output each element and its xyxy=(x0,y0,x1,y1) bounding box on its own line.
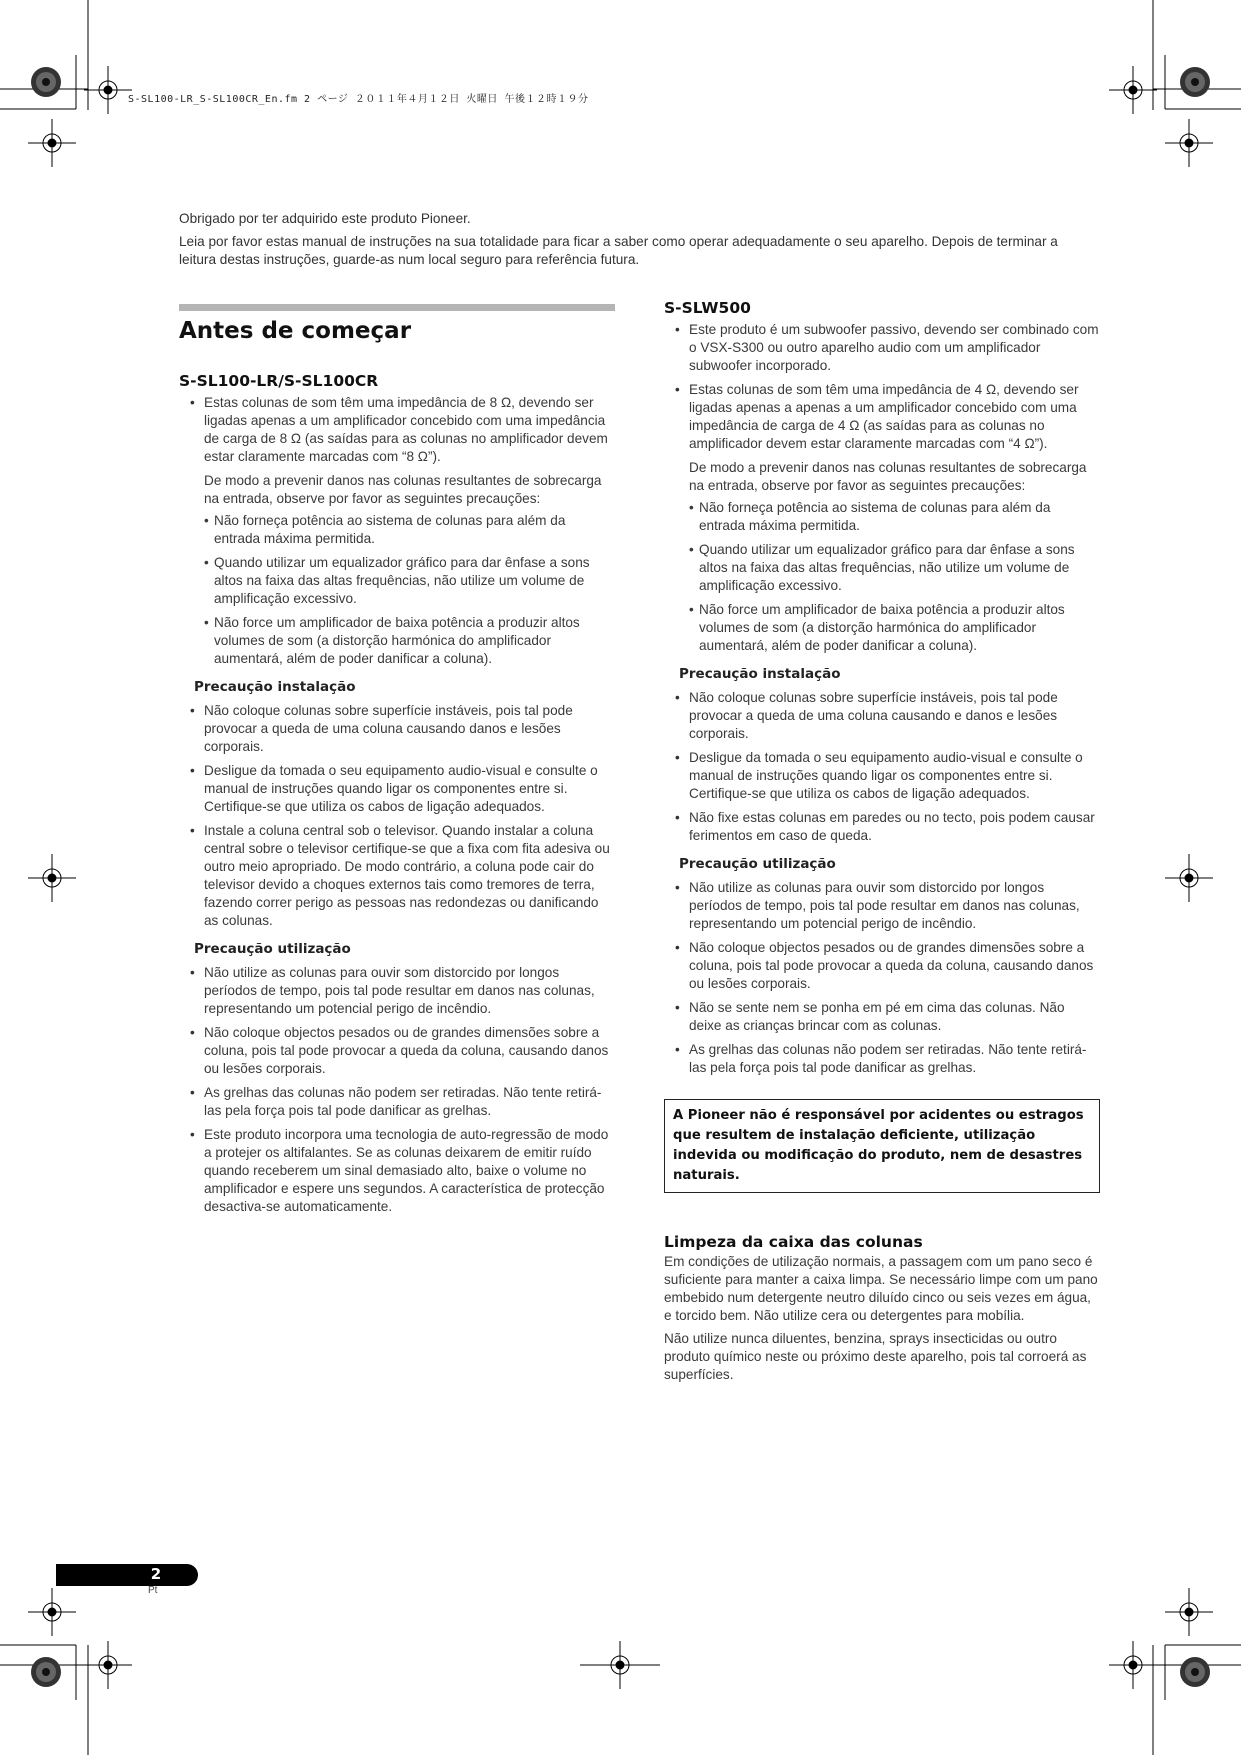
list-item: • Não utilize as colunas para ouvir som distorcido por longos períodos de tempo, pois tal pode resultar em danos nas colunas, representando um potencial perigo de incêndio. xyxy=(179,964,615,1018)
page-number: 2 xyxy=(150,1565,162,1583)
sub-list-item: • Não forneça potência ao sistema de colunas para além da entrada máxima permitida. xyxy=(689,499,1100,535)
list-item: • Não utilize as colunas para ouvir som distorcido por longos períodos de tempo, pois tal pode resultar em danos nas colunas, representando um potencial perigo de incêndio. xyxy=(664,879,1100,933)
sub-list-item: • Não force um amplificador de baixa potência a produzir altos volumes de som (a distorção harmónica do amplificador aumentará, além de poder danificar a coluna). xyxy=(204,614,615,668)
precaution-sublist xyxy=(204,512,615,668)
subwoofer-list xyxy=(664,321,1100,655)
list-item: • Instale a coluna central sob o televisor. Quando instalar a coluna central sobre o televisor certifique-se que a fixa com fita adesiva ou outro meio apropriado. De modo contrário, a coluna pode cair do televisor devido a choques externos tais como tremores de terra, fazendo correr perigo as pessoas nas redondezas ou danificando as colunas. xyxy=(179,822,615,930)
right-column xyxy=(664,298,1100,1389)
left-column xyxy=(179,304,615,1222)
sub-list-item: • Não force um amplificador de baixa potência a produzir altos volumes de som (a distorção harmónica do amplificador aumentará, além de poder danificar a coluna). xyxy=(689,601,1100,655)
model-heading: S-SLW500 xyxy=(664,299,751,317)
sub-list-item: • Não forneça potência ao sistema de colunas para além da entrada máxima permitida. xyxy=(204,512,615,548)
cleaning-heading: Limpeza da caixa das colunas xyxy=(664,1233,923,1251)
sub-list-item: • Quando utilizar um equalizador gráfico para dar ênfase a sons altos na faixa das altas frequências, não utilize um volume de amplificação excessivo. xyxy=(689,541,1100,595)
sub-list-item: • Quando utilizar um equalizador gráfico para dar ênfase a sons altos na faixa das altas frequências, não utilize um volume de amplificação excessivo. xyxy=(204,554,615,608)
impedance-text: Estas colunas de som têm uma impedância de 4 Ω, devendo ser ligadas apenas a apenas a um amplificador concebido com uma impedância de carga de 4 Ω (as saídas para as colunas no amplificador devem estar claramente marcadas com “4 Ω”). xyxy=(689,382,1079,451)
list-item: • Não coloque objectos pesados ou de grandes dimensões sobre a coluna, pois tal pode provocar a queda da coluna, causando danos ou lesões corporais. xyxy=(179,1024,615,1078)
list-item: • As grelhas das colunas não podem ser retiradas. Não tente retirá-las pela força pois tal pode danificar as grelhas. xyxy=(179,1084,615,1120)
cleaning-paragraph: Não utilize nunca diluentes, benzina, sprays insecticidas ou outro produto químico neste ou próximo deste aparelho, pois tal corroerá as superfícies. xyxy=(664,1331,1087,1382)
precaution-intro: De modo a prevenir danos nas colunas resultantes de sobrecarga na entrada, observe por favor as seguintes precauções: xyxy=(204,473,602,506)
list-item: • Não coloque colunas sobre superfície instáveis, pois tal pode provocar a queda de uma coluna causando danos e lesões corporais. xyxy=(179,702,615,756)
list-item: • Não coloque colunas sobre superfície instáveis, pois tal pode provocar a queda de uma coluna causando e danos e lesões corporais. xyxy=(664,689,1100,743)
section-rule xyxy=(179,304,615,311)
list-item: • Este produto incorpora uma tecnologia de auto-regressão de modo a protejer os altifalantes. Se as colunas deixarem de emitir ruído quando receberem um sinal demasiado alto, baixe o volume no amplificador e espere uns segundos. A característica de protecção desactiva-se automaticamente. xyxy=(179,1126,615,1216)
page-tab xyxy=(56,1564,198,1586)
model-heading: S-SL100-LR/S-SL100CR xyxy=(179,372,379,390)
intro-read-manual: Leia por favor estas manual de instruções na sua totalidade para ficar a saber como operar adequadamente o seu aparelho. Depois de terminar a leitura destas instruções, guarde-as num local seguro para referência futura. xyxy=(179,234,1058,267)
list-item: • As grelhas das colunas não podem ser retiradas. Não tente retirá-las pela força pois tal pode danificar as grelhas. xyxy=(664,1041,1100,1077)
install-list xyxy=(179,702,615,930)
cleaning-text xyxy=(664,1253,1100,1384)
list-item: • Não se sente nem se ponha em pé em cima das colunas. Não deixe as crianças brincar com as colunas. xyxy=(664,999,1100,1035)
list-item: • Não fixe estas colunas em paredes ou no tecto, pois podem causar ferimentos em caso de queda. xyxy=(664,809,1100,845)
file-slug: S-SL100-LR_S-SL100CR_En.fm 2 ページ ２０１１年４月１２日 火曜日 午後１２時１９分 xyxy=(128,94,589,105)
list-item: • Não coloque objectos pesados ou de grandes dimensões sobre a coluna, pois tal pode provocar a queda da coluna, causando danos ou lesões corporais. xyxy=(664,939,1100,993)
use-list xyxy=(664,879,1100,1077)
install-heading: Precaução instalação xyxy=(194,679,356,695)
use-heading: Precaução utilização xyxy=(679,856,836,872)
use-heading: Precaução utilização xyxy=(194,941,351,957)
install-list xyxy=(664,689,1100,845)
list-item: • Este produto é um subwoofer passivo, devendo ser combinado com o VSX-S300 ou outro aparelho audio com um amplificador subwoofer incorporado. xyxy=(664,321,1100,375)
cleaning-paragraph: Em condições de utilização normais, a passagem com um pano seco é suficiente para manter a caixa limpa. Se necessário limpe com um pano embebido num detergente neutro diluído cinco ou seis vezes em água, e torcido bem. Não utilize cera ou detergentes para mobília. xyxy=(664,1254,1098,1323)
list-item xyxy=(179,394,615,668)
impedance-text: Estas colunas de som têm uma impedância de 8 Ω, devendo ser ligadas apenas a um amplificador concebido com uma impedância de carga de 8 Ω (as saídas para as colunas no amplificador devem estar claramente marcadas com “8 Ω”). xyxy=(204,395,608,464)
precaution-sublist xyxy=(689,499,1100,655)
section-title: Antes de começar xyxy=(179,318,412,344)
precaution-intro: De modo a prevenir danos nas colunas resultantes de sobrecarga na entrada, observe por favor as seguintes precauções: xyxy=(689,460,1087,493)
intro xyxy=(179,210,1079,274)
install-heading: Precaução instalação xyxy=(679,666,841,682)
page-language: Pt xyxy=(148,1585,158,1596)
intro-thanks: Obrigado por ter adquirido este produto Pioneer. xyxy=(179,211,471,226)
list-item xyxy=(664,381,1100,655)
list-item: • Desligue da tomada o seu equipamento audio-visual e consulte o manual de instruções quando ligar os componentes entre si. Certifique-se que utiliza os cabos de ligação adequados. xyxy=(179,762,615,816)
list-item: • Desligue da tomada o seu equipamento audio-visual e consulte o manual de instruções quando ligar os componentes entre si. Certifique-se que utiliza os cabos de ligação adequados. xyxy=(664,749,1100,803)
use-list xyxy=(179,964,615,1216)
disclaimer-box: A Pioneer não é responsável por acidentes ou estragos que resultem de instalação deficiente, utilização indevida ou modificação do produto, nem de desastres naturais. xyxy=(664,1099,1100,1193)
impedance-list xyxy=(179,394,615,668)
